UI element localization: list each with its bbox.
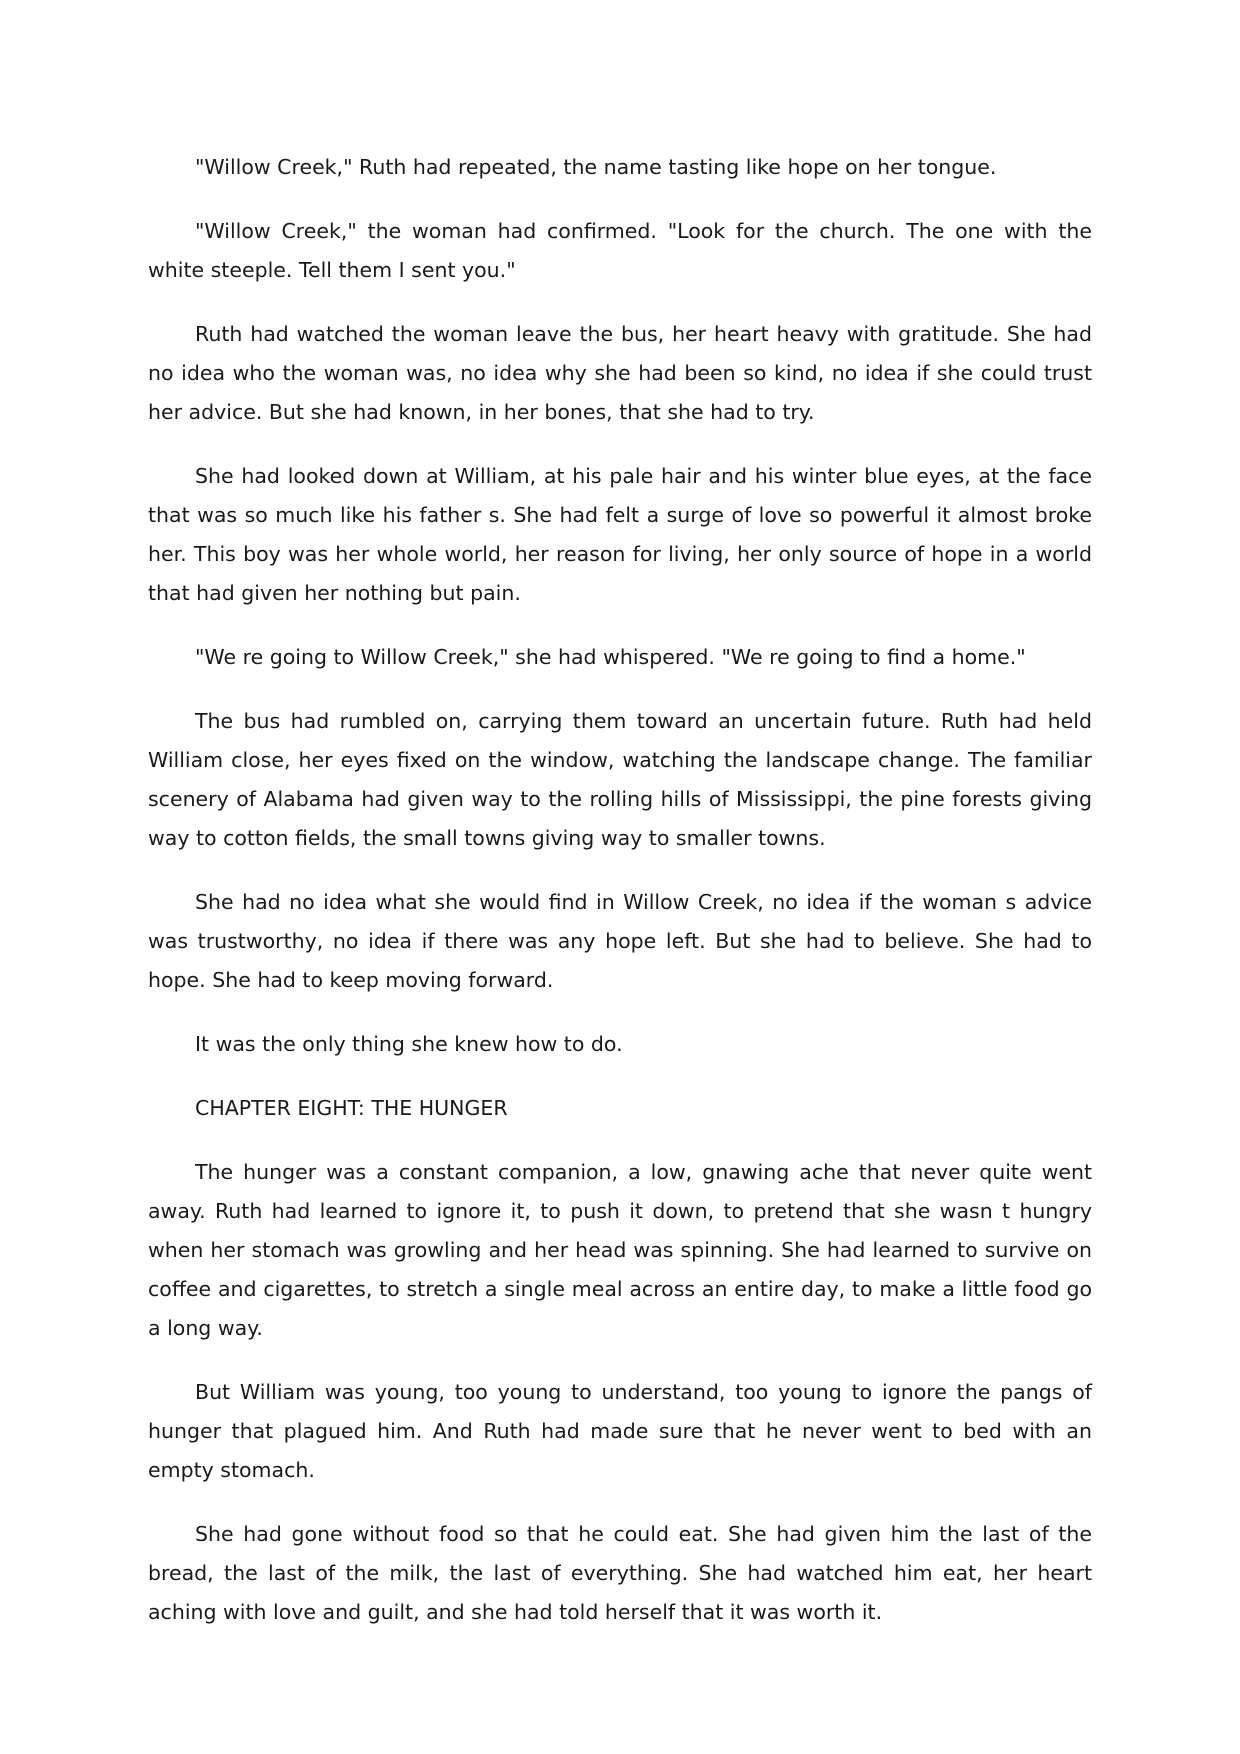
chapter-paragraph-3: She had gone without food so that he could eat. She had given him the last of the bread, the last of the milk, the last of everything. She had watched him eat, her heart aching with love and guilt, and she had told herself that it was worth it. <box>148 1522 1092 1624</box>
paragraph-2: "Willow Creek," the woman had confirmed. "Look for the church. The one with the white steeple. Tell them I sent you." <box>148 219 1092 282</box>
chapter-paragraph-2: But William was young, too young to understand, too young to ignore the pangs of hunger that plagued him. And Ruth had made sure that he never went to bed with an empty stomach. <box>148 1380 1092 1482</box>
paragraph-7: She had no idea what she would find in Willow Creek, no idea if the woman s advice was trustworthy, no idea if there was any hope left. But she had to believe. She had to hope. She had to keep moving forward. <box>148 890 1092 992</box>
paragraph-4: She had looked down at William, at his pale hair and his winter blue eyes, at the face that was so much like his father s. She had felt a surge of love so powerful it almost broke her. This boy was her whole world, her reason for living, her only source of hope in a world that had given her nothing but pain. <box>148 464 1092 605</box>
paragraph-6: The bus had rumbled on, carrying them toward an uncertain future. Ruth had held William close, her eyes fixed on the window, watching the landscape change. The familiar scenery of Alabama had given way to the rolling hills of Mississippi, the pine forests giving way to cotton fields, the small towns giving way to smaller towns. <box>148 709 1092 850</box>
chapter-heading: CHAPTER EIGHT: THE HUNGER <box>195 1096 508 1120</box>
paragraph-8: It was the only thing she knew how to do. <box>195 1032 623 1056</box>
document-page <box>148 148 1092 1657</box>
paragraph-1: "Willow Creek," Ruth had repeated, the name tasting like hope on her tongue. <box>195 155 997 179</box>
paragraph-3: Ruth had watched the woman leave the bus, her heart heavy with gratitude. She had no idea who the woman was, no idea why she had been so kind, no idea if she could trust her advice. But she had known, in her bones, that she had to try. <box>148 322 1092 424</box>
chapter-paragraph-1: The hunger was a constant companion, a low, gnawing ache that never quite went away. Ruth had learned to ignore it, to push it down, to pretend that she wasn t hungry when her stomach was growling and her head was spinning. She had learned to survive on coffee and cigarettes, to stretch a single meal across an entire day, to make a little food go a long way. <box>148 1160 1092 1340</box>
paragraph-5: "We re going to Willow Creek," she had whispered. "We re going to find a home." <box>195 645 1026 669</box>
